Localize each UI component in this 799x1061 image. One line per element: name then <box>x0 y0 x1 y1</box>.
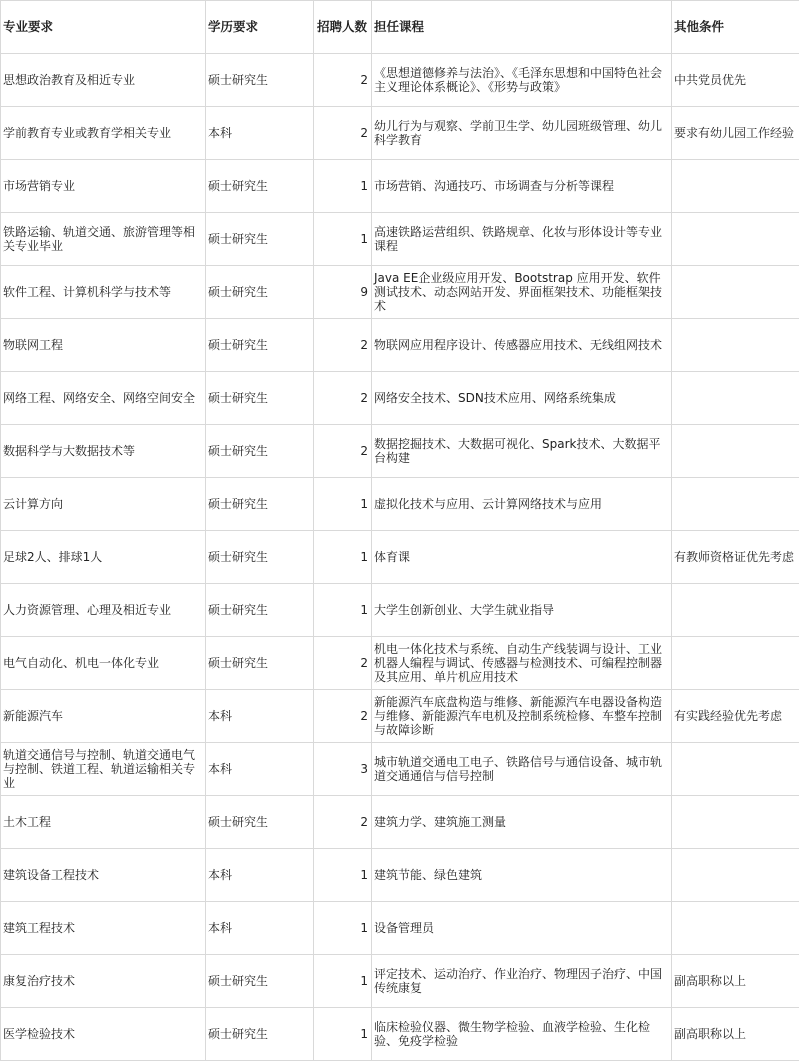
cell-other-conditions <box>672 584 799 637</box>
table-row <box>1 637 799 690</box>
cell-headcount: 1 <box>314 955 372 1008</box>
cell-major: 足球2人、排球1人 <box>1 531 206 584</box>
cell-education: 硕士研究生 <box>206 213 314 266</box>
cell-major: 云计算方向 <box>1 478 206 531</box>
table-row <box>1 266 799 319</box>
cell-headcount: 1 <box>314 213 372 266</box>
cell-headcount: 2 <box>314 796 372 849</box>
cell-courses: 大学生创新创业、大学生就业指导 <box>372 584 672 637</box>
table-row <box>1 54 799 107</box>
cell-other-conditions <box>672 213 799 266</box>
cell-education: 硕士研究生 <box>206 584 314 637</box>
cell-other-conditions <box>672 902 799 955</box>
cell-education: 硕士研究生 <box>206 1008 314 1061</box>
cell-headcount: 2 <box>314 319 372 372</box>
cell-courses: 幼儿行为与观察、学前卫生学、幼儿园班级管理、幼儿科学教育 <box>372 107 672 160</box>
table-row <box>1 584 799 637</box>
cell-other-conditions <box>672 372 799 425</box>
cell-other-conditions: 副高职称以上 <box>672 955 799 1008</box>
cell-headcount: 9 <box>314 266 372 319</box>
cell-courses: 设备管理员 <box>372 902 672 955</box>
table-row <box>1 849 799 902</box>
cell-headcount: 1 <box>314 902 372 955</box>
cell-education: 硕士研究生 <box>206 372 314 425</box>
cell-other-conditions: 有教师资格证优先考虑 <box>672 531 799 584</box>
header-education: 学历要求 <box>206 1 314 54</box>
cell-major: 学前教育专业或教育学相关专业 <box>1 107 206 160</box>
cell-major: 轨道交通信号与控制、轨道交通电气与控制、铁道工程、轨道运输相关专业 <box>1 743 206 796</box>
cell-other-conditions <box>672 743 799 796</box>
cell-other-conditions <box>672 425 799 478</box>
cell-headcount: 2 <box>314 637 372 690</box>
table-row <box>1 531 799 584</box>
cell-education: 硕士研究生 <box>206 319 314 372</box>
header-headcount: 招聘人数 <box>314 1 372 54</box>
cell-education: 硕士研究生 <box>206 796 314 849</box>
cell-major: 医学检验技术 <box>1 1008 206 1061</box>
cell-education: 硕士研究生 <box>206 478 314 531</box>
cell-major: 土木工程 <box>1 796 206 849</box>
cell-major: 康复治疗技术 <box>1 955 206 1008</box>
cell-courses: 市场营销、沟通技巧、市场调查与分析等课程 <box>372 160 672 213</box>
cell-other-conditions: 有实践经验优先考虑 <box>672 690 799 743</box>
header-other-conditions: 其他条件 <box>672 1 799 54</box>
cell-major: 新能源汽车 <box>1 690 206 743</box>
header-major: 专业要求 <box>1 1 206 54</box>
cell-education: 硕士研究生 <box>206 425 314 478</box>
cell-courses: 数据挖掘技术、大数据可视化、Spark技术、大数据平台构建 <box>372 425 672 478</box>
table-row <box>1 902 799 955</box>
cell-headcount: 3 <box>314 743 372 796</box>
cell-major: 思想政治教育及相近专业 <box>1 54 206 107</box>
cell-headcount: 1 <box>314 478 372 531</box>
table-row <box>1 743 799 796</box>
table-row <box>1 107 799 160</box>
table-row <box>1 796 799 849</box>
header-row <box>1 1 799 54</box>
cell-courses: 建筑力学、建筑施工测量 <box>372 796 672 849</box>
cell-headcount: 1 <box>314 584 372 637</box>
cell-other-conditions <box>672 160 799 213</box>
cell-courses: 评定技术、运动治疗、作业治疗、物理因子治疗、中国传统康复 <box>372 955 672 1008</box>
cell-courses: 物联网应用程序设计、传感器应用技术、无线组网技术 <box>372 319 672 372</box>
cell-other-conditions <box>672 478 799 531</box>
cell-other-conditions <box>672 266 799 319</box>
table-row <box>1 213 799 266</box>
cell-education: 硕士研究生 <box>206 531 314 584</box>
table-row <box>1 319 799 372</box>
cell-education: 硕士研究生 <box>206 955 314 1008</box>
cell-education: 本科 <box>206 743 314 796</box>
cell-headcount: 2 <box>314 54 372 107</box>
cell-education: 硕士研究生 <box>206 54 314 107</box>
cell-courses: 高速铁路运营组织、铁路规章、化妆与形体设计等专业课程 <box>372 213 672 266</box>
table-row <box>1 478 799 531</box>
cell-major: 人力资源管理、心理及相近专业 <box>1 584 206 637</box>
cell-other-conditions <box>672 796 799 849</box>
cell-courses: 机电一体化技术与系统、自动生产线装调与设计、工业机器人编程与调试、传感器与检测技术、可编程控制器及其应用、单片机应用技术 <box>372 637 672 690</box>
cell-education: 硕士研究生 <box>206 160 314 213</box>
cell-other-conditions: 中共党员优先 <box>672 54 799 107</box>
cell-major: 物联网工程 <box>1 319 206 372</box>
cell-headcount: 1 <box>314 849 372 902</box>
cell-education: 本科 <box>206 849 314 902</box>
cell-other-conditions <box>672 319 799 372</box>
cell-education: 硕士研究生 <box>206 637 314 690</box>
cell-other-conditions: 要求有幼儿园工作经验 <box>672 107 799 160</box>
table-row <box>1 955 799 1008</box>
cell-courses: Java EE企业级应用开发、Bootstrap 应用开发、软件测试技术、动态网站开发、界面框架技术、功能框架技术 <box>372 266 672 319</box>
cell-other-conditions: 副高职称以上 <box>672 1008 799 1061</box>
cell-other-conditions <box>672 637 799 690</box>
cell-major: 网络工程、网络安全、网络空间安全 <box>1 372 206 425</box>
table-body <box>1 54 799 1061</box>
cell-major: 软件工程、计算机科学与技术等 <box>1 266 206 319</box>
cell-major: 市场营销专业 <box>1 160 206 213</box>
table-row <box>1 160 799 213</box>
cell-headcount: 1 <box>314 531 372 584</box>
cell-major: 建筑设备工程技术 <box>1 849 206 902</box>
cell-major: 铁路运输、轨道交通、旅游管理等相关专业毕业 <box>1 213 206 266</box>
cell-courses: 网络安全技术、SDN技术应用、网络系统集成 <box>372 372 672 425</box>
table-row <box>1 372 799 425</box>
cell-headcount: 1 <box>314 160 372 213</box>
cell-courses: 建筑节能、绿色建筑 <box>372 849 672 902</box>
cell-education: 本科 <box>206 690 314 743</box>
cell-headcount: 2 <box>314 107 372 160</box>
cell-headcount: 2 <box>314 372 372 425</box>
cell-courses: 体育课 <box>372 531 672 584</box>
cell-courses: 新能源汽车底盘构造与维修、新能源汽车电器设备构造与维修、新能源汽车电机及控制系统检修、车整车控制与故障诊断 <box>372 690 672 743</box>
header-courses: 担任课程 <box>372 1 672 54</box>
cell-other-conditions <box>672 849 799 902</box>
cell-headcount: 2 <box>314 425 372 478</box>
cell-education: 硕士研究生 <box>206 266 314 319</box>
cell-major: 建筑工程技术 <box>1 902 206 955</box>
cell-education: 本科 <box>206 902 314 955</box>
cell-courses: 《思想道德修养与法治》、《毛泽东思想和中国特色社会主义理论体系概论》、《形势与政策》 <box>372 54 672 107</box>
cell-headcount: 1 <box>314 1008 372 1061</box>
table-row <box>1 1008 799 1061</box>
table-row <box>1 425 799 478</box>
table-header <box>1 1 799 54</box>
cell-major: 电气自动化、机电一体化专业 <box>1 637 206 690</box>
cell-courses: 城市轨道交通电工电子、铁路信号与通信设备、城市轨道交通通信与信号控制 <box>372 743 672 796</box>
cell-headcount: 2 <box>314 690 372 743</box>
cell-courses: 虚拟化技术与应用、云计算网络技术与应用 <box>372 478 672 531</box>
table-row <box>1 690 799 743</box>
cell-education: 本科 <box>206 107 314 160</box>
cell-courses: 临床检验仪器、微生物学检验、血液学检验、生化检验、免疫学检验 <box>372 1008 672 1061</box>
cell-major: 数据科学与大数据技术等 <box>1 425 206 478</box>
